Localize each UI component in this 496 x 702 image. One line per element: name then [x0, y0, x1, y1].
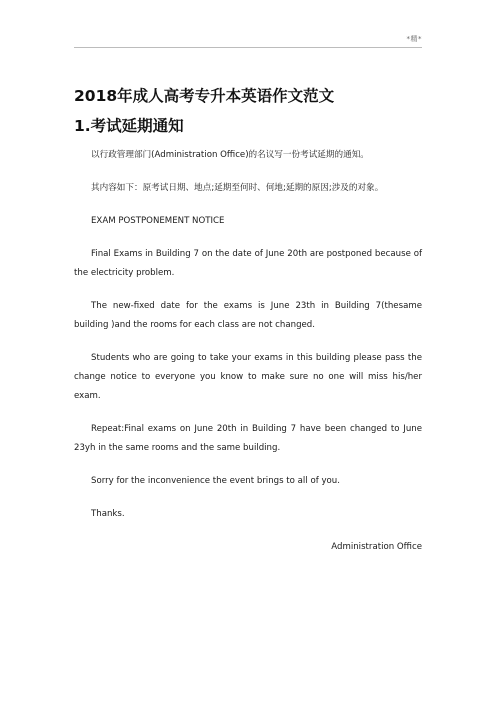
notice-paragraph-4: Repeat:Final exams on June 20th in Building 7 have been changed to June 23yh in the same rooms and the same building.: [74, 424, 422, 453]
notice-paragraph-2: The new-fixed date for the exams is June 23th in Building 7(thesame building )and the rooms for each class are not changed.: [74, 301, 422, 330]
instruction-line-1: 以行政管理部门(Administration Office)的名议写一份考试延期的通知。: [91, 150, 369, 160]
notice-paragraph-6: Thanks.: [91, 509, 125, 519]
header-mark: *精*: [406, 35, 422, 43]
header-rule: [74, 47, 422, 48]
signature: Administration Office: [331, 542, 422, 552]
notice-paragraph-3: Students who are going to take your exams in this building please pass the change notice to everyone you know to make sure no one will miss his/her exam.: [74, 353, 422, 401]
document-body: [74, 85, 422, 557]
document-title: 2018年成人高考专升本英语作文范文: [74, 87, 335, 105]
instruction-line-2: 其内容如下：原考试日期、地点;延期至何时、何地;延期的原因;涉及的对象。: [91, 183, 384, 193]
notice-paragraph-5: Sorry for the inconvenience the event brings to all of you.: [91, 476, 340, 486]
section-heading: 1.考试延期通知: [74, 117, 184, 135]
notice-paragraph-1: Final Exams in Building 7 on the date of June 20th are postponed because of the electricity problem.: [74, 249, 422, 278]
notice-title: EXAM POSTPONEMENT NOTICE: [91, 216, 225, 226]
